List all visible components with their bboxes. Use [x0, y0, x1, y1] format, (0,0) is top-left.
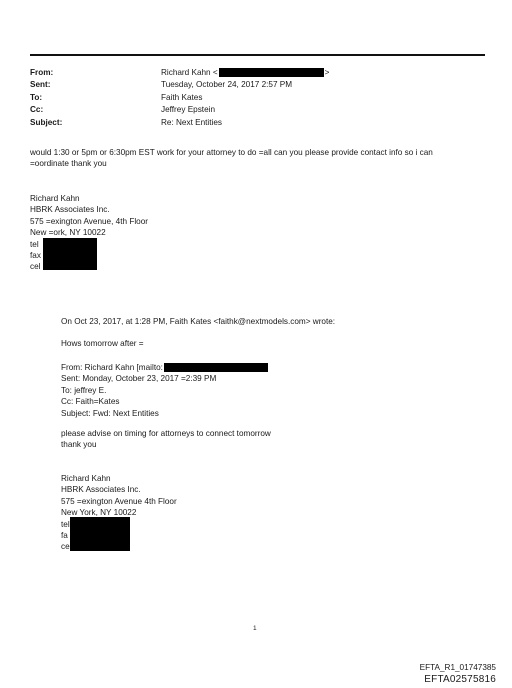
subject-label: Subject: — [30, 117, 63, 127]
quoted-intro — [61, 316, 335, 327]
signature-tel: tel — [30, 239, 39, 249]
forwarded-cc: Cc: Faith=Kates — [61, 397, 120, 407]
cc-value: Jeffrey Epstein — [161, 105, 216, 115]
forwarded-to: To: jeffrey E. — [61, 385, 107, 395]
to-row — [30, 92, 490, 104]
signature-cel: ce — [61, 542, 70, 552]
subject-row — [30, 117, 490, 129]
signature-address: New =ork, NY 10022 — [30, 228, 106, 238]
subject-value: Re: Next Entities — [161, 117, 222, 127]
cc-label: Cc: — [30, 105, 44, 115]
quoted-reply-line: Hows tomorrow after = — [61, 339, 144, 348]
forwarded-body-line: thank you — [61, 440, 97, 450]
from-row — [30, 67, 490, 79]
signature-address: New York, NY 10022 — [61, 508, 137, 518]
signature-address: 575 =exington Avenue, 4th Floor — [30, 216, 148, 226]
forwarded-body — [61, 428, 271, 451]
forwarded-from-text: From: Richard Kahn [mailto: — [61, 363, 163, 372]
to-value: Faith Kates — [161, 92, 203, 102]
signature-address: 575 =exington Avenue 4th Floor — [61, 496, 177, 506]
email-header — [30, 67, 490, 129]
header-rule — [30, 54, 485, 56]
forwarded-header — [61, 362, 268, 419]
signature-name: Richard Kahn — [61, 474, 111, 483]
sent-value: Tuesday, October 24, 2017 2:57 PM — [161, 80, 293, 90]
bates-number-primary: EFTA_R1_01747385 — [419, 663, 496, 672]
signature-tel: tel — [61, 519, 70, 529]
signature-fax: fa — [61, 530, 68, 540]
sent-row — [30, 79, 490, 91]
redaction-box — [43, 238, 97, 270]
email-body — [30, 147, 433, 170]
signature-cel: cel — [30, 262, 41, 272]
signature-company: HBRK Associates Inc. — [30, 205, 110, 215]
from-value — [161, 67, 329, 79]
quoted-reply — [61, 338, 144, 349]
quoted-intro-line: On Oct 23, 2017, at 1:28 PM, Faith Kates <faithk@nextmodels.com> wrote: — [61, 317, 336, 326]
cc-row — [30, 104, 490, 116]
forwarded-from — [61, 362, 268, 373]
from-name: Richard Kahn < — [161, 68, 218, 77]
body-line: =oordinate thank you — [30, 159, 107, 169]
forwarded-subject: Subject: Fwd: Next Entities — [61, 408, 159, 418]
signature-name: Richard Kahn — [30, 194, 80, 203]
from-label: From: — [30, 68, 54, 77]
redaction-box — [219, 68, 324, 77]
from-suffix: > — [324, 68, 330, 77]
bates-number-secondary: EFTA02575816 — [424, 674, 496, 685]
forwarded-body-line: please advise on timing for attorneys to connect tomorrow — [61, 429, 271, 438]
signature-fax: fax — [30, 250, 41, 260]
redaction-box — [164, 363, 268, 372]
to-label: To: — [30, 92, 43, 102]
page-number: 1 — [253, 625, 257, 632]
forwarded-sent: Sent: Monday, October 23, 2017 =2:39 PM — [61, 374, 217, 384]
signature-company: HBRK Associates Inc. — [61, 485, 141, 495]
body-line: would 1:30 or 5pm or 6:30pm EST work for your attorney to do =all can you please provide contact info so i can — [30, 148, 433, 157]
redaction-box — [70, 517, 130, 551]
sent-label: Sent: — [30, 80, 51, 90]
